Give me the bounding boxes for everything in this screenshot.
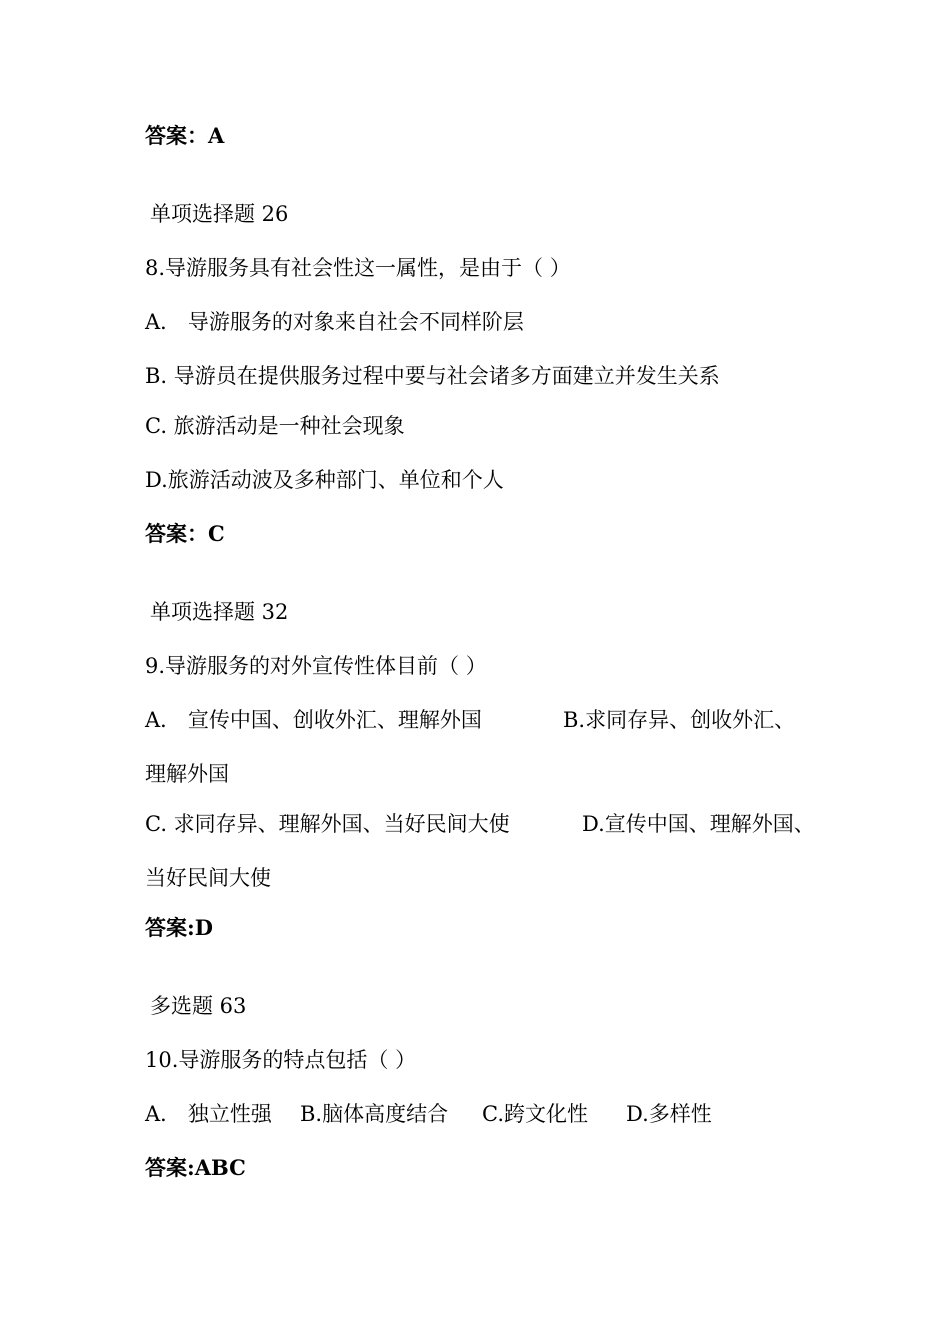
question-10: 10.导游服务的特点包括（ ） bbox=[145, 1048, 417, 1072]
option-c: C. 旅游活动是一种社会现象 bbox=[145, 414, 405, 438]
option-b: B. 导游员在提供服务过程中要与社会诸多方面建立并发生关系 bbox=[145, 364, 720, 388]
question-8: 8.导游服务具有社会性这一属性，是由于（ ） bbox=[145, 256, 571, 280]
answer-line: 答案：C bbox=[145, 521, 225, 546]
option-d: D.多样性 bbox=[626, 1102, 712, 1126]
option-a: A． 独立性强 bbox=[145, 1102, 272, 1126]
option-d-continued: 当好民间大使 bbox=[145, 866, 271, 890]
answer-line: 答案:ABC bbox=[145, 1155, 246, 1180]
question-9: 9.导游服务的对外宣传性体目前（ ） bbox=[145, 654, 487, 678]
option-a: A． 导游服务的对象来自社会不同样阶层 bbox=[145, 310, 524, 334]
section-heading: 多选题 63 bbox=[150, 994, 247, 1018]
option-c: C. 求同存异、理解外国、当好民间大使 bbox=[145, 812, 510, 836]
option-b-continued: 理解外国 bbox=[145, 762, 229, 786]
option-d: D.旅游活动波及多种部门、单位和个人 bbox=[145, 468, 504, 492]
section-heading: 单项选择题 26 bbox=[150, 202, 289, 226]
option-d: D.宣传中国、理解外国、 bbox=[582, 812, 815, 836]
option-b: B.脑体高度结合 bbox=[300, 1102, 449, 1126]
answer-line: 答案：A bbox=[145, 123, 225, 148]
section-heading: 单项选择题 32 bbox=[150, 600, 289, 624]
option-c: C.跨文化性 bbox=[482, 1102, 588, 1126]
answer-line: 答案:D bbox=[145, 915, 213, 940]
option-a: A． 宣传中国、创收外汇、理解外国 bbox=[145, 708, 482, 732]
option-b: B.求同存异、创收外汇、 bbox=[563, 708, 796, 732]
